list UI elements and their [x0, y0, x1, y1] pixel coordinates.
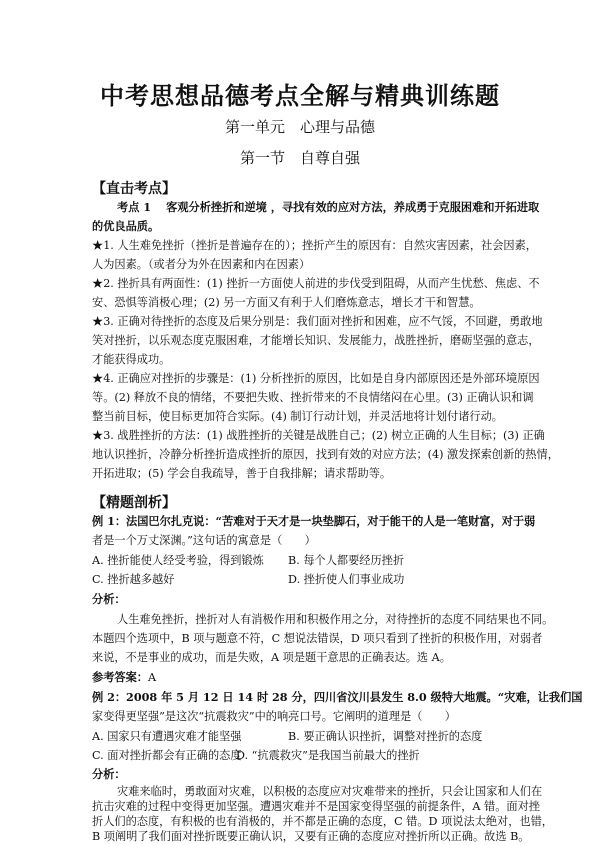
analysis-line: 来说，不是事业的成功，而是失败，A 项是题干意思的正确表达。选 A。 [92, 651, 451, 664]
analysis-line: 灾难来临时，勇敢面对灾难，以积极的态度应对灾难带来的挫折，只会让国家和人们在 [117, 785, 543, 798]
point-line: ★1. 人生难免挫折（挫折是普遍存在的）；挫折产生的原因有：自然灾害因素，社会因素， [92, 239, 537, 252]
point-line: 等。(2) 释放不良的情绪，不要把失败、挫折带来的不良情绪闷在心里。(3) 正确认识和调 [92, 391, 534, 404]
analysis-line: 折人们的态度，有积极的也有消极的，并不都是正确的态度，C 错。D 项说法太绝对，也错， [92, 815, 553, 828]
answer-label: 参考答案： [92, 670, 148, 684]
example2-line: 例 2：2008 年 5 月 12 日 14 时 28 分，四川省汶川县发生 8.0 级特大地震。“灾难，让我们国 [92, 690, 583, 704]
unit-heading: 第一单元 心理与品德 [224, 118, 375, 136]
analysis-line: 人生难免挫折，挫折对人有消极作用和积极作用之分，对待挫折的态度不同结果也不同。 [117, 613, 554, 626]
option-c: C. 挫折越多越好 [92, 573, 175, 586]
heading-jingti: 【精题剖析】 [92, 495, 176, 511]
kaodian-line: 考点 1 客观分析挫折和逆境 ，寻找有效的应对方法，养成勇于克服困难和开拓进取 [117, 200, 540, 214]
analysis-line: 本题四个选项中，B 项与题意不符，C 想说法错误，D 项只看到了挫折的积极作用，对弱者 [92, 632, 543, 645]
document-title: 中考思想品德考点全解与精典训练题 [100, 81, 500, 110]
example1-line: 例 1：法国巴尔扎克说：“苦难对于天才是一块垫脚石，对于能干的人是一笔财富，对于弱 [92, 514, 536, 528]
example2-line: 家变得更坚强”是这次“抗震救灾”中的响亮口号。它阐明的道理是（ ） [92, 710, 456, 723]
example2-question [92, 692, 583, 703]
analysis-label: 分析： [92, 592, 126, 606]
option-a: A. 挫折能使人经受考验，得到锻炼 [92, 554, 264, 567]
point-line: 整当前目标，使目标更加符合实际。(4) 制订行动计划，并灵活地将计划付诸行动。 [92, 410, 503, 423]
analysis-label: 分析： [92, 767, 126, 781]
analysis-line: 抗击灾难的过程中变得更加坚强。遭遇灾难并不是国家变得坚强的前提条件，A 错。面对挫 [92, 800, 540, 813]
point-line: 才能获得成功。 [92, 353, 171, 366]
point-line: 人为因素。（或者分为外在因素和内在因素） [92, 258, 311, 271]
point-line: 地认识挫折，冷静分析挫折造成挫折的原因，找到有效的对应方法；(4) 激发探索创新的热情， [92, 448, 559, 461]
point-line: 安、恐惧等消极心理；(2) 另一方面又有利于人们磨炼意志，增长才干和智慧。 [92, 296, 481, 309]
option-b: B. 要正确认识挫折，调整对挫折的态度 [288, 730, 483, 743]
example1-line: 者是一个万丈深渊。”这句话的寓意是（ ） [92, 534, 316, 547]
kaodian-line: 的优良品质。 [92, 219, 160, 233]
answer-value: A [147, 671, 157, 684]
point-line: ★2. 挫折具有两面性：(1) 挫折一方面使人前进的步伐受到阻碍，从而产生忧愁、焦虑、不 [92, 277, 540, 290]
option-a: A. 国家只有遭遇灾难才能坚强 [92, 730, 242, 743]
option-d: D. 挫折使人们事业成功 [288, 573, 405, 586]
heading-kaodian: 【直击考点】 [92, 181, 176, 197]
point-line: ★3. 正确对待挫折的态度及后果分别是：我们面对挫折和困难，应不气馁，不回避，勇敢地 [92, 315, 543, 328]
example1-question [92, 516, 535, 527]
option-c: C. 面对挫折都会有正确的态度 [92, 749, 242, 762]
section-heading: 第一节 自尊自强 [239, 149, 360, 167]
analysis-line: B 项阐明了我们面对挫折既要正确认识，又要有正确的态度应对挫折所以正确。故选 B。 [92, 830, 530, 843]
point-line: 开拓进取；(5) 学会自我疏导，善于自我排解；请求帮助等。 [92, 467, 392, 480]
option-d: D. “抗震救灾”是我国当前最大的挫折 [236, 749, 420, 762]
option-b: B. 每个人都要经历挫折 [288, 554, 405, 567]
point-line: 笑对挫折，以乐观态度克服困难，才能增长知识、发展能力，战胜挫折，磨砺坚强的意志， [92, 334, 540, 347]
point-line: ★3. 战胜挫折的方法：(1) 战胜挫折的关键是战胜自己；(2) 树立正确的人生目标；(3) 正确 [92, 429, 545, 442]
answer-line [92, 672, 156, 683]
point-line: ★4. 正确应对挫折的步骤是：(1) 分析挫折的原因，比如是自身内部原因还是外部环境原因 [92, 372, 540, 385]
